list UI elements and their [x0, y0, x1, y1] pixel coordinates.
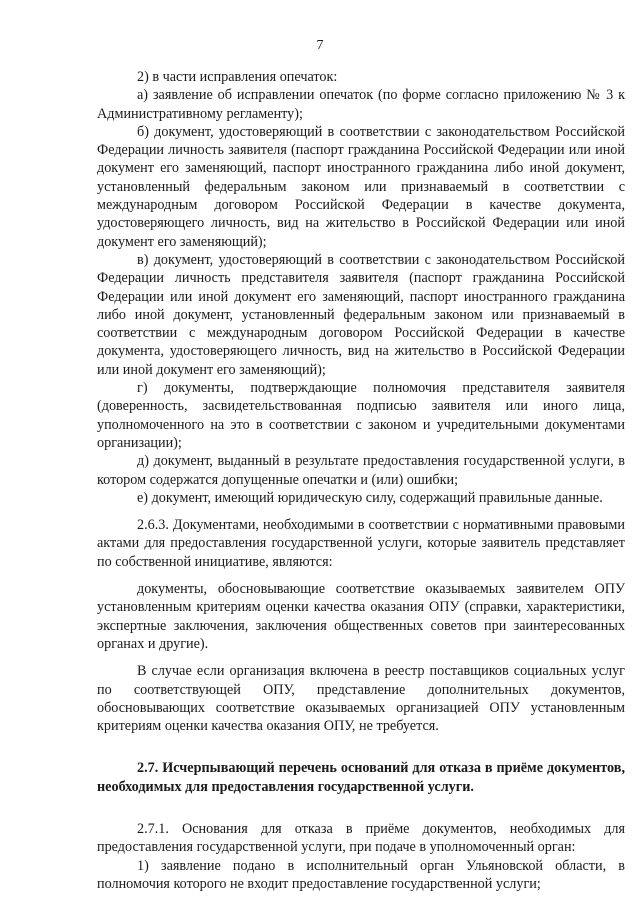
paragraph-item-a: а) заявление об исправлении опечаток (по форме согласно приложению № 3 к Административному регламенту); — [97, 87, 625, 122]
section-heading-2-7: 2.7. Исчерпывающий перечень оснований для отказа в приёме документов, необходимых для предоставления государственной услуги. — [97, 760, 625, 795]
paragraph-item-d: д) документ, выданный в результате предоставления государственной услуги, в котором содержатся допущенные опечатки и (или) ошибки; — [97, 453, 625, 488]
page-number: 7 — [316, 38, 324, 53]
paragraph-registry-case: В случае если организация включена в реестр поставщиков социальных услуг по соответствующей ОПУ, представление дополнительных документов, обосновывающих соответствие оказываемых организацией ОПУ установленным критериям оценки качества оказания ОПУ, не требуется. — [97, 663, 625, 735]
paragraph-item-g: г) документы, подтверждающие полномочия представителя заявителя (доверенность, засвидетельствованная подписью заявителя или иного лица, уполномоченного на это в соответствии с законом и учредительными документами организации); — [97, 380, 625, 451]
paragraph-2-6-3: 2.6.3. Документами, необходимыми в соответствии с нормативными правовыми актами для предоставления государственной услуги, которые заявитель представляет по собственной инициативе, являются: — [97, 517, 625, 570]
document-body — [97, 68, 625, 893]
paragraph-refusal-ground-1: 1) заявление подано в исполнительный орган Ульяновской области, в полномочия которого не входит предоставление государственной услуги; — [97, 857, 625, 892]
paragraph-item-v: в) документ, удостоверяющий в соответствии с законодательством Российской Федерации личность представителя заявителя (паспорт гражданина Российской Федерации или иной документ его заменяющий, паспорт иностранного гражданина либо иной документ, установленный федеральным законом или признаваемый в соответствии с международным договором Российской Федерации в качестве документа, удостоверяющего личность, вид на жительство в Российской Федерации или иной документ его заменяющий); — [97, 251, 625, 378]
paragraph-item-b: б) документ, удостоверяющий в соответствии с законодательством Российской Федерации личность заявителя (паспорт гражданина Российской Федерации или иной документ его заменяющий, паспорт иностранного гражданина либо иной документ, установленный федеральным законом или признаваемый в соответствии с международным договором Российской Федерации в качестве документа, удостоверяющего личность, вид на жительство в Российской Федерации или иной документ его заменяющий); — [97, 123, 625, 250]
paragraph-supporting-documents: документы, обосновывающие соответствие оказываемых заявителем ОПУ установленным критериям оценки качества оказания ОПУ (справки, характеристики, экспертные заключения, заключения общественных советов при заинтересованных органах и другие). — [97, 581, 625, 652]
paragraph-2-7-1: 2.7.1. Основания для отказа в приёме документов, необходимых для предоставления государственной услуги, при подаче в уполномоченный орган: — [97, 820, 625, 856]
paragraph-typo-correction-intro: 2) в части исправления опечаток: — [137, 69, 338, 85]
paragraph-item-e: е) документ, имеющий юридическую силу, содержащий правильные данные. — [137, 489, 603, 506]
